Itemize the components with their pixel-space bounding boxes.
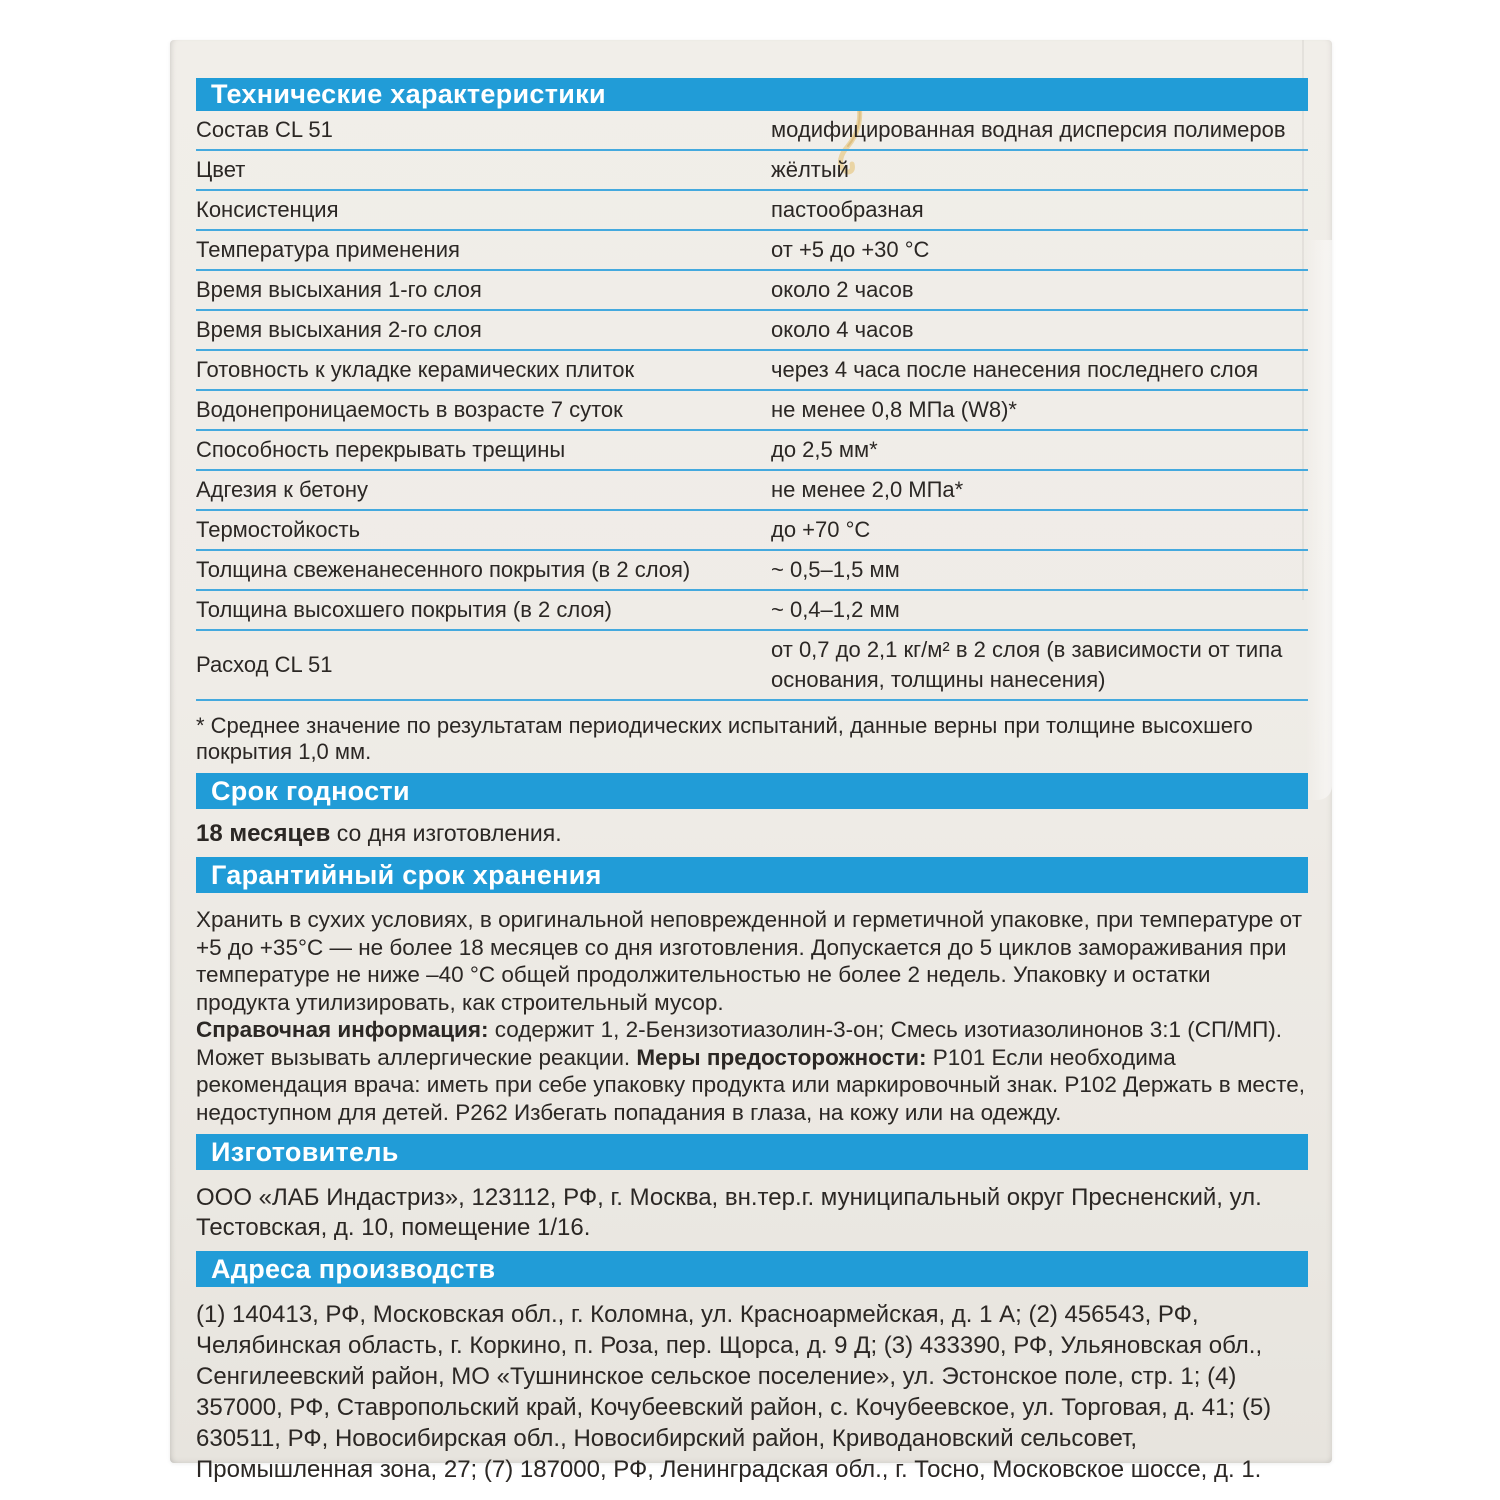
section-header-manufacturer xyxy=(196,1134,1308,1170)
label-content xyxy=(196,78,1308,1485)
tech-specs-table xyxy=(196,111,1308,701)
manufacturer-text: ООО «ЛАБ Индастриз», 123112, РФ, г. Москва, вн.тер.г. муниципальный округ Пресненский, ул. Тестовская, д. 10, помещение 1/16. xyxy=(196,1184,1262,1241)
spec-name: Температура применения xyxy=(196,237,460,262)
section-header-shelf-life xyxy=(196,773,1308,809)
table-row xyxy=(196,271,1308,311)
table-row xyxy=(196,231,1308,271)
label-sheet xyxy=(170,40,1332,1483)
spec-name: Готовность к укладке керамических плиток xyxy=(196,357,635,382)
table-row xyxy=(196,151,1308,191)
spec-name: Время высыхания 1-го слоя xyxy=(196,277,482,302)
spec-name: Цвет xyxy=(196,157,246,182)
table-row xyxy=(196,111,1308,151)
spec-value: от 0,7 до 2,1 кг/м² в 2 слоя (в зависимости от типа основания, толщины нанесения) xyxy=(771,637,1283,692)
spec-value: через 4 часа после нанесения последнего слоя xyxy=(771,357,1259,382)
precautions-text: P101 Если необходима рекомендация врача: иметь при себе упаковку продукта или маркировочный знак. P102 Держать в месте, недоступном для детей. P262 Избегать попадания в глаза, на кожу или на одежду. xyxy=(196,1044,1306,1125)
spec-value: ~ 0,5–1,5 мм xyxy=(771,557,900,582)
spec-name: Толщина свеженанесенного покрытия (в 2 слоя) xyxy=(196,557,691,582)
spec-name: Расход CL 51 xyxy=(196,652,333,677)
shelf-life-text xyxy=(196,820,1308,847)
spec-value: жёлтый xyxy=(771,157,849,182)
spec-value: около 2 часов xyxy=(771,277,914,302)
table-footnote: * Среднее значение по результатам периодических испытаний, данные верны при толщине высохшего покрытия 1,0 мм. xyxy=(196,713,1253,764)
reference-text: содержит 1, 2-Бензизотиазолин-3-он; Смесь изотиазолинонов 3:1 (СП/МП). Может вызывать аллергические реакции. xyxy=(196,1017,1283,1070)
table-row xyxy=(196,351,1308,391)
section-title: Технические характеристики xyxy=(211,79,606,109)
spec-value: не менее 2,0 МПа* xyxy=(771,477,964,502)
spec-value: пастообразная xyxy=(771,197,924,222)
table-row xyxy=(196,471,1308,511)
table-row xyxy=(196,191,1308,231)
precautions-label: Меры предосторожности: xyxy=(636,1044,927,1070)
spec-value: до 2,5 мм* xyxy=(771,437,878,462)
storage-paragraph: Хранить в сухих условиях, в оригинальной неповрежденной и герметичной упаковке, при температуре от +5 до +35°C — не более 18 месяцев со дня изготовления. Допускается до 5 циклов замораживания при температуре не ниже –40 °C общей продолжительностью не более 2 недель. Упаковку и остатки продукта утилизировать, как строительный мусор. xyxy=(196,907,1303,1015)
section-title: Адреса производств xyxy=(211,1254,496,1284)
spec-name: Адгезия к бетону xyxy=(196,477,369,502)
spec-name: Консистенция xyxy=(196,197,339,222)
spec-name: Термостойкость xyxy=(196,517,361,542)
section-title: Изготовитель xyxy=(211,1137,399,1167)
spec-value: до +70 °C xyxy=(771,517,871,542)
reference-paragraph xyxy=(196,1016,1308,1126)
section-header-production-sites xyxy=(196,1251,1308,1287)
spec-name: Толщина высохшего покрытия (в 2 слоя) xyxy=(196,597,612,622)
section-header-storage xyxy=(196,857,1308,893)
spec-name: Состав CL 51 xyxy=(196,117,333,142)
spec-value: ~ 0,4–1,2 мм xyxy=(771,597,900,622)
table-row xyxy=(196,511,1308,551)
spec-name: Водонепроницаемость в возрасте 7 суток xyxy=(196,397,623,422)
table-row xyxy=(196,391,1308,431)
spec-name: Время высыхания 2-го слоя xyxy=(196,317,482,342)
shelf-life-suffix: со дня изготовления. xyxy=(330,820,562,846)
paper-fold-flap xyxy=(1306,240,1332,800)
table-row xyxy=(196,631,1308,701)
table-row xyxy=(196,431,1308,471)
shelf-life-duration: 18 месяцев xyxy=(196,820,331,847)
spec-value: около 4 часов xyxy=(771,317,914,342)
spec-value: от +5 до +30 °C xyxy=(771,237,930,262)
production-sites-text: (1) 140413, РФ, Московская обл., г. Коломна, ул. Красноармейская, д. 1 А; (2) 456543, РФ, Челябинская область, г. Коркино, п. Роза, пер. Щорса, д. 9 Д; (3) 433390, РФ, Ульяновская обл., Сенгилеевский район, МО «Тушнинское сельское поселение», ул. Эстонское поле, стр. 1; (4) 357000, РФ, Ставропольский край, Кочубеевский район, с. Кочубеевское, ул. Торговая, д. 41; (5) 630511, РФ, Новосибирская обл., Новосибирский район, Криводановский сельсовет, Промышленная зона, 27; (7) 187000, РФ, Ленинградская обл., г. Тосно, Московское шоссе, д. 1. xyxy=(196,1301,1272,1483)
table-row xyxy=(196,591,1308,631)
spacer xyxy=(196,765,1308,773)
section-title: Гарантийный срок хранения xyxy=(211,860,602,890)
reference-label: Справочная информация: xyxy=(196,1017,489,1042)
spec-name: Способность перекрывать трещины xyxy=(196,437,566,462)
section-title: Срок годности xyxy=(211,776,410,806)
spec-value: не менее 0,8 МПа (W8)* xyxy=(771,397,1017,422)
table-row xyxy=(196,551,1308,591)
table-row xyxy=(196,311,1308,351)
spec-value: модифицированная водная дисперсия полимеров xyxy=(771,117,1286,142)
section-header-tech-specs xyxy=(196,78,1308,111)
